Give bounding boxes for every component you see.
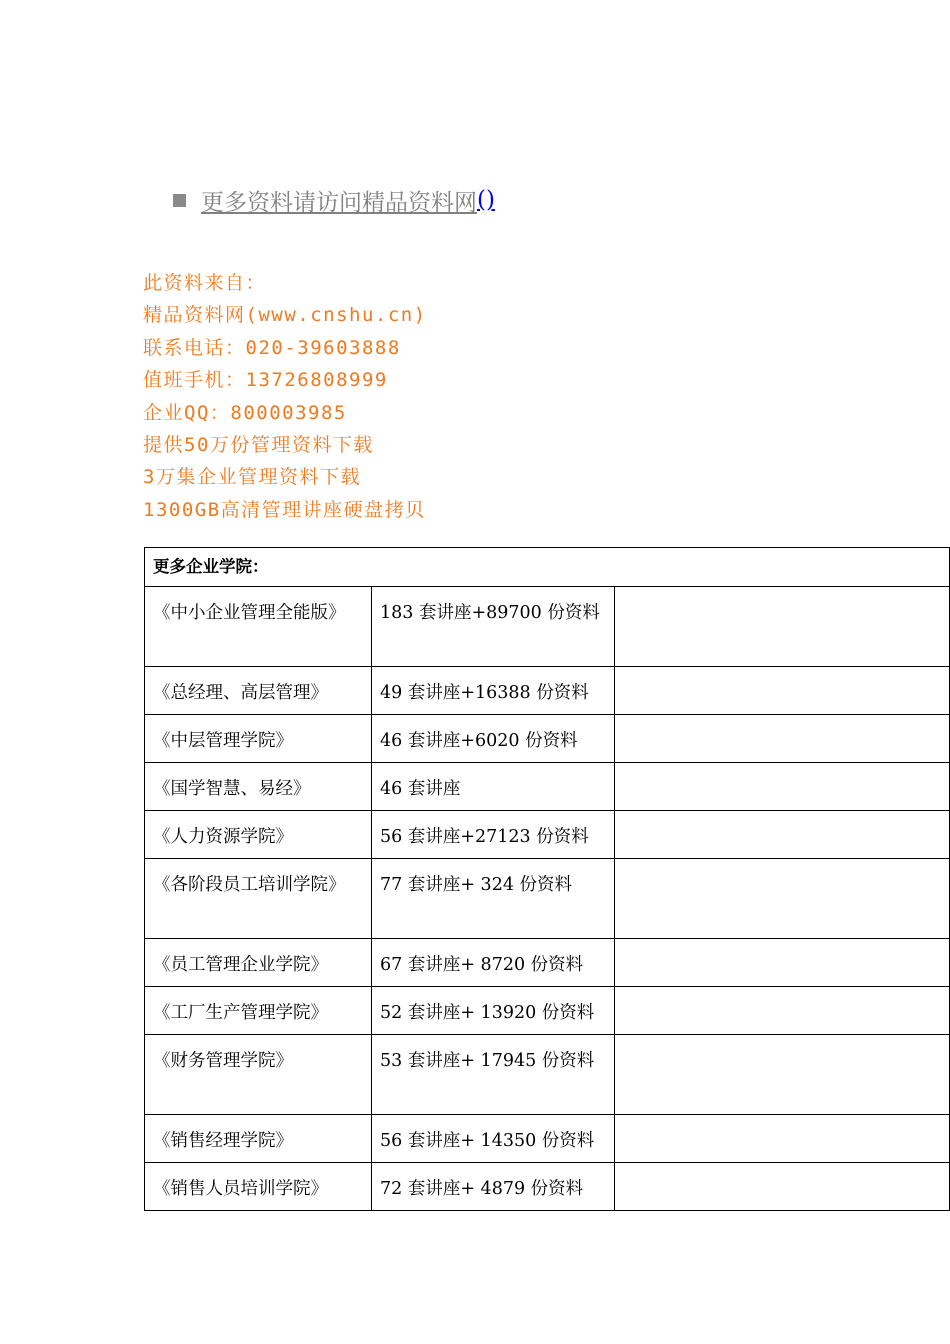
offer-line-3: 1300GB高清管理讲座硬盘拷贝: [143, 498, 426, 521]
academy-name-cell: 《人力资源学院》: [145, 811, 372, 859]
table-row: [145, 667, 950, 715]
academy-extra-cell: [615, 715, 950, 763]
table-row: [145, 587, 950, 667]
site-name: 精品资料网(www.cnshu.cn): [143, 304, 427, 327]
academy-content-cell: 46 套讲座: [372, 763, 615, 811]
academy-content-cell: 183 套讲座+89700 份资料: [372, 587, 615, 667]
academy-extra-cell: [615, 859, 950, 939]
table-row: [145, 1115, 950, 1163]
academy-extra-cell: [615, 587, 950, 667]
academy-content-cell: 56 套讲座+27123 份资料: [372, 811, 615, 859]
more-resources-link[interactable]: 更多资料请访问精品资料网: [201, 189, 477, 216]
duty-mobile: 值班手机：13726808999: [143, 369, 388, 392]
offer-line-1: 提供50万份管理资料下载: [143, 433, 374, 456]
academy-name-cell: 《总经理、高层管理》: [145, 667, 372, 715]
table-row: [145, 939, 950, 987]
more-resources-url-link[interactable]: (): [477, 187, 495, 213]
academy-extra-cell: [615, 1115, 950, 1163]
academy-content-cell: 72 套讲座+ 4879 份资料: [372, 1163, 615, 1211]
academy-content-cell: 49 套讲座+16388 份资料: [372, 667, 615, 715]
academy-content-cell: 56 套讲座+ 14350 份资料: [372, 1115, 615, 1163]
table-row: [145, 1163, 950, 1211]
academy-extra-cell: [615, 763, 950, 811]
table-row: [145, 859, 950, 939]
source-info-block: [143, 267, 427, 526]
academy-extra-cell: [615, 1035, 950, 1115]
table-row: [145, 987, 950, 1035]
table-header-row: [145, 548, 950, 587]
offer-line-2: 3万集企业管理资料下载: [143, 466, 361, 489]
academy-name-cell: 《国学智慧、易经》: [145, 763, 372, 811]
company-qq: 企业QQ：800003985: [143, 401, 347, 424]
academy-extra-cell: [615, 1163, 950, 1211]
table-row: [145, 715, 950, 763]
academy-name-cell: 《销售人员培训学院》: [145, 1163, 372, 1211]
academy-extra-cell: [615, 667, 950, 715]
square-bullet-icon: [173, 194, 186, 207]
academy-name-cell: 《中小企业管理全能版》: [145, 587, 372, 667]
academy-content-cell: 46 套讲座+6020 份资料: [372, 715, 615, 763]
academy-content-cell: 67 套讲座+ 8720 份资料: [372, 939, 615, 987]
academy-name-cell: 《中层管理学院》: [145, 715, 372, 763]
more-resources-link-line: [173, 184, 495, 216]
academy-name-cell: 《各阶段员工培训学院》: [145, 859, 372, 939]
academy-name-cell: 《财务管理学院》: [145, 1035, 372, 1115]
table-row: [145, 1035, 950, 1115]
academy-table: [144, 547, 950, 1211]
table-header: 更多企业学院：: [145, 548, 950, 587]
table-row: [145, 811, 950, 859]
academy-content-cell: 52 套讲座+ 13920 份资料: [372, 987, 615, 1035]
academy-name-cell: 《工厂生产管理学院》: [145, 987, 372, 1035]
academy-extra-cell: [615, 811, 950, 859]
academy-content-cell: 77 套讲座+ 324 份资料: [372, 859, 615, 939]
academy-content-cell: 53 套讲座+ 17945 份资料: [372, 1035, 615, 1115]
academy-extra-cell: [615, 987, 950, 1035]
contact-phone: 联系电话：020-39603888: [143, 336, 401, 359]
table-row: [145, 763, 950, 811]
source-label: 此资料来自：: [143, 272, 267, 294]
academy-extra-cell: [615, 939, 950, 987]
academy-name-cell: 《员工管理企业学院》: [145, 939, 372, 987]
academy-name-cell: 《销售经理学院》: [145, 1115, 372, 1163]
